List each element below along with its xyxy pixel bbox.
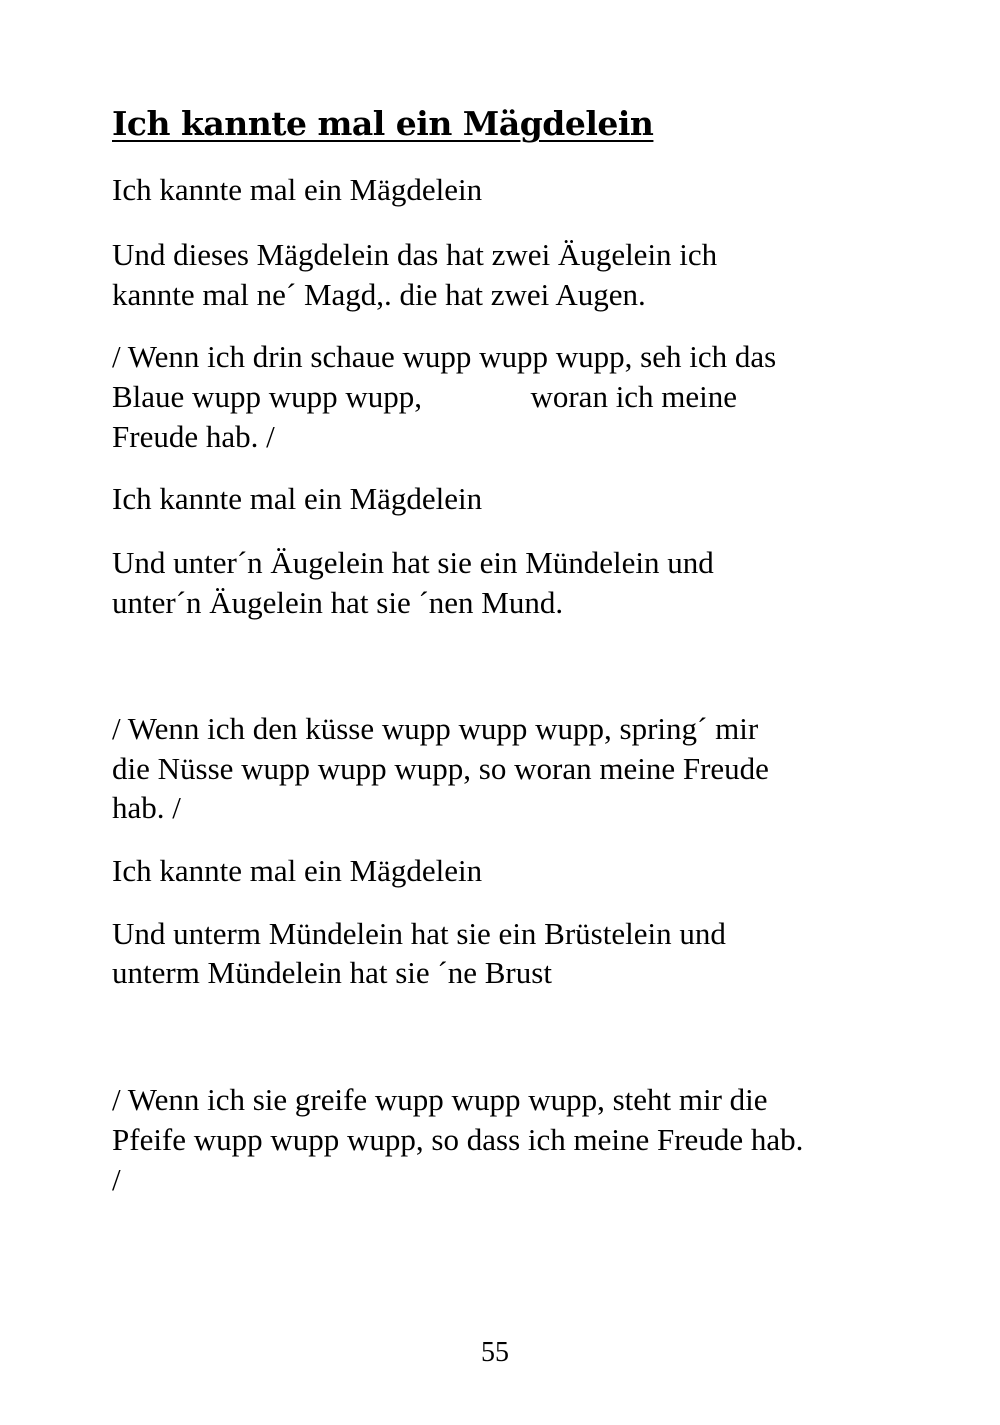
text-line: / Wenn ich den küsse wupp wupp wupp, spring´ mir [112, 711, 759, 746]
page-number: 55 [481, 1337, 509, 1368]
text-line: Blaue wupp wupp wupp, woran ich meine [112, 379, 738, 414]
text-line: die Nüsse wupp wupp wupp, so woran meine Freude [112, 751, 769, 786]
text-line: / [112, 1162, 121, 1197]
text-line: Ich kannte mal ein Mägdelein [112, 172, 483, 207]
song-title: Ich kannte mal ein Mägdelein [112, 104, 654, 143]
text-line: unter´n Äugelein hat sie ´nen Mund. [112, 585, 564, 620]
text-line: Pfeife wupp wupp wupp, so dass ich meine Freude hab. [112, 1122, 804, 1157]
text-line: hab. / [112, 790, 181, 825]
text-line: unterm Mündelein hat sie ´ne Brust [112, 955, 552, 990]
text-line: Und dieses Mägdelein das hat zwei Äugelein ich [112, 237, 718, 272]
text-line: Ich kannte mal ein Mägdelein [112, 853, 483, 888]
text-line: Ich kannte mal ein Mägdelein [112, 481, 483, 516]
text-line: Und unterm Mündelein hat sie ein Brüstelein und [112, 916, 726, 951]
text-line: Und unter´n Äugelein hat sie ein Mündelein und [112, 545, 714, 580]
text-line: Freude hab. / [112, 419, 275, 454]
text-line: / Wenn ich sie greife wupp wupp wupp, steht mir die [112, 1082, 768, 1117]
text-line: kannte mal ne´ Magd,. die hat zwei Augen. [112, 277, 646, 312]
text-line: / Wenn ich drin schaue wupp wupp wupp, seh ich das [112, 339, 777, 374]
